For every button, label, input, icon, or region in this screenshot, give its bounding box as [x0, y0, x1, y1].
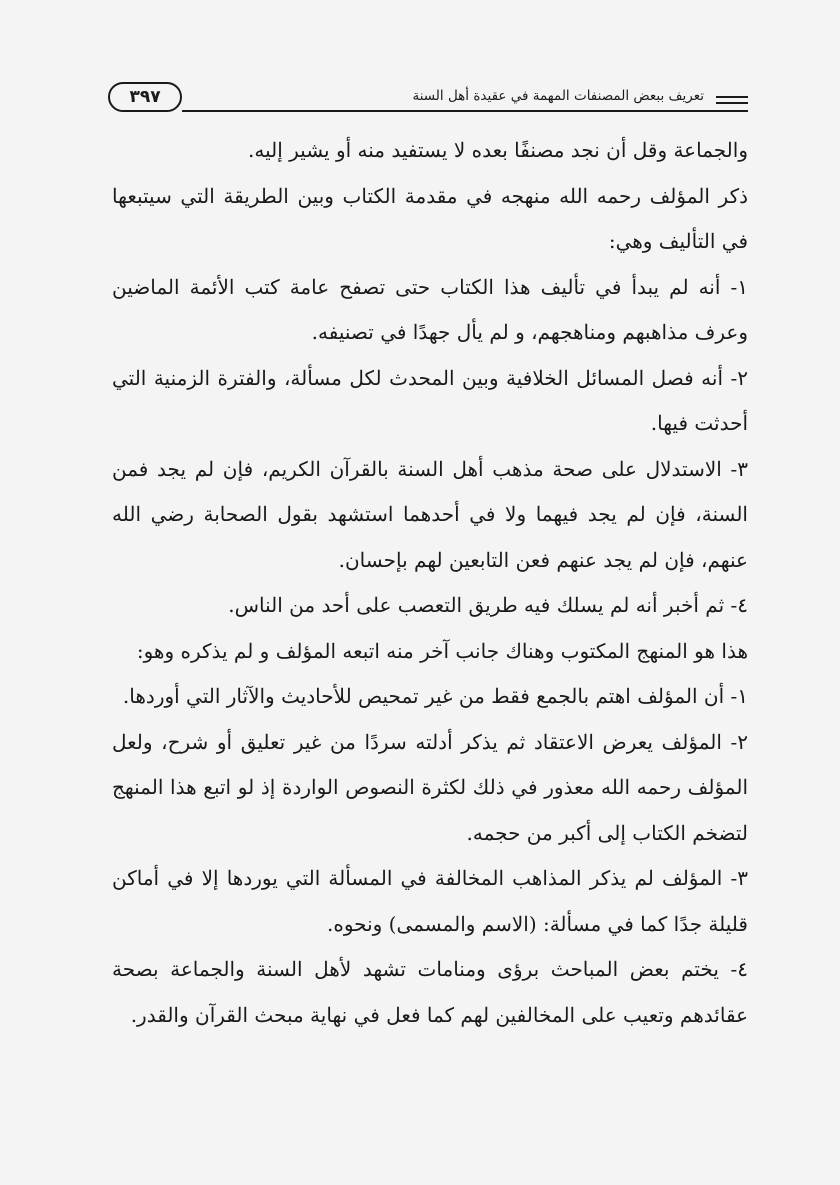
numbered-paragraph: ٤- ثم أخبر أنه لم يسلك فيه طريق التعصب على أحد من الناس.: [228, 593, 748, 617]
numbered-paragraph: ٢- أنه فصل المسائل الخلافية وبين المحدث لكل مسألة، والفترة الزمنية التي أحدثت فيها.: [112, 365, 748, 435]
header-dash: [716, 96, 748, 98]
page-number: ٣٩٧: [108, 82, 182, 112]
running-title: تعريف ببعض المصنفات المهمة في عقيدة أهل السنة: [412, 88, 704, 104]
page-body: [112, 128, 748, 1038]
numbered-paragraph: ٣- الاستدلال على صحة مذهب أهل السنة بالقرآن الكريم، فإن لم يجد فمن السنة، فإن لم يجد فيهما ولا في أحدهما استشهد بقول الصحابة رضي الله عنهم، فإن لم يجد عنهم فعن التابعين لهم بإحسان.: [112, 456, 748, 572]
body-paragraph: ذكر المؤلف رحمه الله منهجه في مقدمة الكتاب وبين الطريقة التي سيتبعها في التأليف وهي:: [112, 183, 748, 253]
numbered-paragraph: ١- أنه لم يبدأ في تأليف هذا الكتاب حتى تصفح عامة كتب الأئمة الماضين وعرف مذاهبهم ومناهجهم، و لم يأل جهدًا في تصنيفه.: [112, 274, 748, 344]
header-dash: [716, 102, 748, 104]
numbered-paragraph: ٤- يختم بعض المباحث برؤى ومنامات تشهد لأهل السنة والجماعة بصحة عقائدهم وتعيب على المخالفين لهم كما فعل في نهاية مبحث القرآن والقدر.: [112, 957, 748, 1027]
numbered-paragraph: ٢- المؤلف يعرض الاعتقاد ثم يذكر أدلته سردًا من غير تعليق أو شرح، ولعل المؤلف رحمه الله معذور في ذلك لكثرة النصوص الواردة إذ لو اتبع هذا المنهج لتضخم الكتاب إلى أكبر من حجمه.: [112, 729, 749, 845]
header-rule: [182, 110, 748, 112]
body-paragraph: والجماعة وقل أن نجد مصنفًا بعده لا يستفيد منه أو يشير إليه.: [248, 138, 748, 162]
page-header: [108, 80, 748, 116]
numbered-paragraph: ٣- المؤلف لم يذكر المذاهب المخالفة في المسألة التي يوردها إلا في أماكن قليلة جدًا كما في مسألة: (الاسم والمسمى) ونحوه.: [112, 866, 748, 936]
numbered-paragraph: ١- أن المؤلف اهتم بالجمع فقط من غير تمحيص للأحاديث والآثار التي أوردها.: [122, 684, 748, 708]
body-paragraph: هذا هو المنهج المكتوب وهناك جانب آخر منه اتبعه المؤلف و لم يذكره وهو:: [136, 638, 748, 663]
